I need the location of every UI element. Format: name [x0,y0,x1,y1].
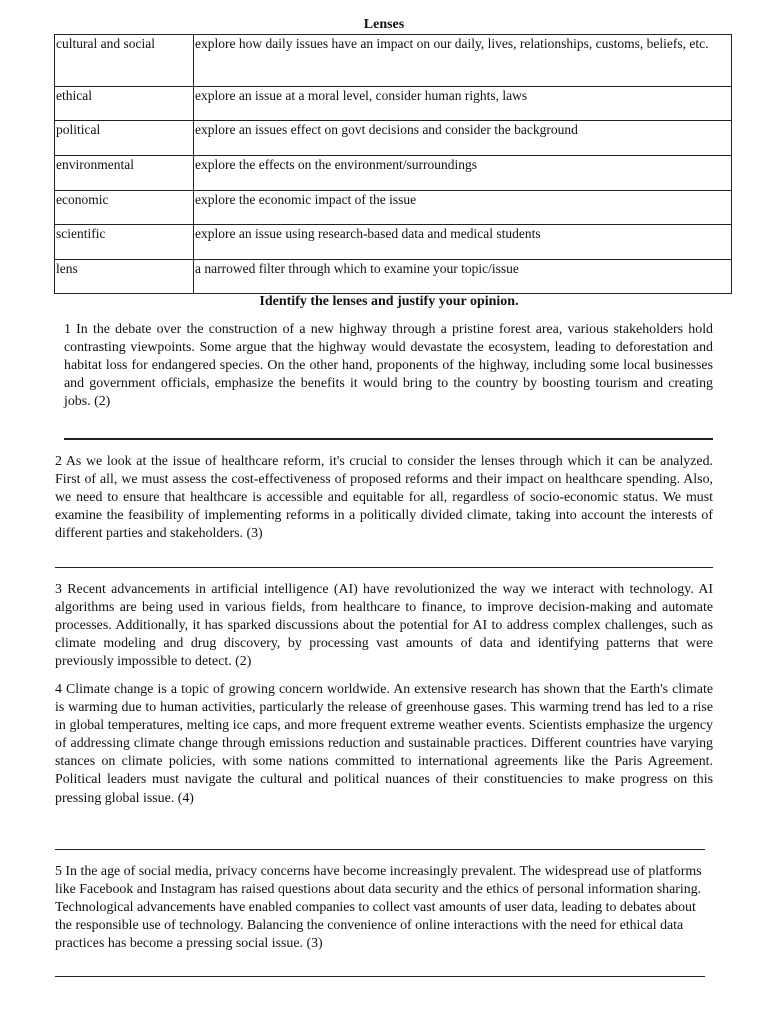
answer-line-5[interactable] [55,976,705,977]
table-row [55,87,732,121]
lens-term: ethical [55,87,194,121]
answer-line-2[interactable] [55,567,713,568]
table-row [55,191,732,225]
lenses-table [54,34,732,294]
question-5: 5 In the age of social media, privacy concerns have become increasingly prevalent. The widespread use of platforms like Facebook and Instagram has raised questions about data security and the ethics of personal information sharing. Technological advancements have enabled companies to collect vast amounts of user data, leading to debates about the responsible use of technology. Balancing the convenience of online interactions with the need for ethical data practices has become a pressing social issue. (3) [55,864,702,952]
table-row [55,156,732,191]
lens-term: political [55,121,194,156]
question-1: 1 In the debate over the construction of a new highway through a pristine forest area, various stakeholders hold contrasting viewpoints. Some argue that the highway would devastate the ecosystem, leading to deforestation and habitat loss for endangered species. On the other hand, proponents of the highway, including some local businesses and government officials, emphasize the benefits it would bring to the country by boosting tourism and creating jobs. (2) [64,322,713,410]
instruction-heading: Identify the lenses and justify your opinion. [259,294,519,309]
question-4: 4 Climate change is a topic of growing concern worldwide. An extensive research has shown that the Earth's climate is warming due to human activities, particularly the release of greenhouse gases. This warming trend has led to a rise in global temperatures, melting ice caps, and more frequent extreme weather events. Scientists emphasize the urgency of addressing climate change through emissions reduction and sustainable practices. Different countries have varying stances on climate policies, with some nations committed to international agreements like the Paris Agreement. Political leaders must navigate the cultural and political nuances of their constituencies to make progress on this pressing global issue. (4) [55,682,713,806]
lens-term: scientific [55,225,194,260]
lens-definition: a narrowed filter through which to examine your topic/issue [194,260,732,294]
lens-term: lens [55,260,194,294]
answer-line-4[interactable] [55,849,705,850]
lens-definition: explore the economic impact of the issue [194,191,732,225]
table-row [55,260,732,294]
question-2: 2 As we look at the issue of healthcare reform, it's crucial to consider the lenses through which it can be analyzed. First of all, we must assess the cost-effectiveness of proposed reforms and their impact on healthcare spending. Also, we need to ensure that healthcare is accessible and equitable for all, regardless of socio-economic status. We must examine the feasibility of implementing reforms in a politically divided climate, taking into account the interests of different parties and stakeholders. (3) [55,454,713,542]
answer-line-1[interactable] [64,438,713,440]
lens-definition: explore an issue at a moral level, consider human rights, laws [194,87,732,121]
lens-term: cultural and social [55,35,194,87]
lens-definition: explore an issues effect on govt decisions and consider the background [194,121,732,156]
lens-definition: explore an issue using research-based data and medical students [194,225,732,260]
lens-term: environmental [55,156,194,191]
table-row [55,225,732,260]
page-title: Lenses [363,17,405,32]
table-row [55,121,732,156]
lens-term: economic [55,191,194,225]
question-3: 3 Recent advancements in artificial intelligence (AI) have revolutionized the way we interact with technology. AI algorithms are being used in various fields, from healthcare to finance, to improve decision-making and automate processes. Additionally, it has sparked discussions about the potential for AI to address complex challenges, such as climate modeling and drug discovery, by processing vast amounts of data and identifying patterns that were previously impossible to detect. (2) [55,582,713,670]
table-row [55,35,732,87]
lens-definition: explore the effects on the environment/surroundings [194,156,732,191]
lens-definition: explore how daily issues have an impact on our daily, lives, relationships, customs, beliefs, etc. [194,35,732,87]
